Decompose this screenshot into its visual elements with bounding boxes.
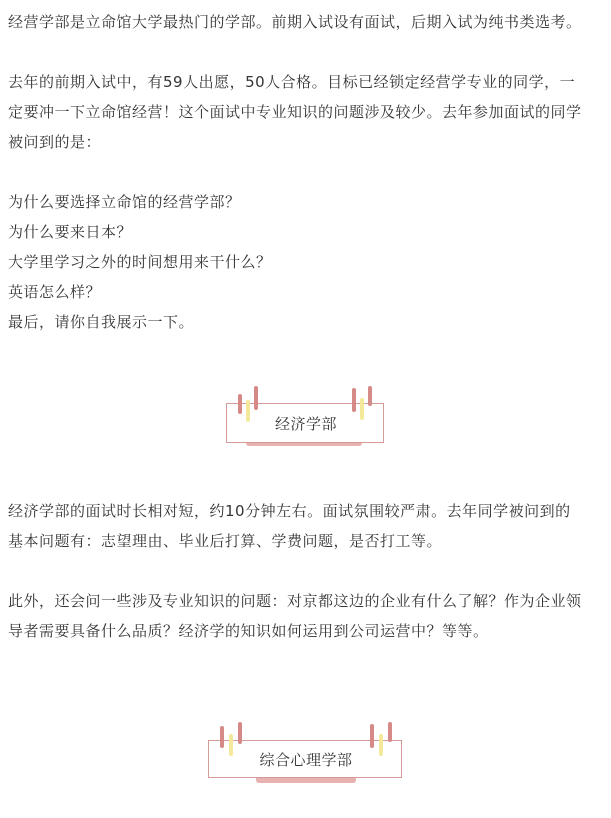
section-heading-economics [226,386,386,446]
section-heading-psychology [208,722,404,786]
economics-paragraph-2 [8,586,604,646]
interview-question-list [8,187,604,337]
economics-paragraph-1 [8,496,604,556]
text-line: 基本问题有：志望理由、毕业后打算、学费问题，是否打工等。 [8,532,443,550]
text-line: 导者需要具备什么品质？经济学的知识如何运用到公司运营中？等等。 [8,622,489,640]
text-line: 去年的前期入试中，有59人出愿，50人合格。目标已经锁定经营学专业的同学，一 [8,73,576,91]
heading-title: 经济学部 [274,415,337,433]
text-line: 定要冲一下立命馆经营！这个面试中专业知识的问题涉及较少。去年参加面试的同学 [8,103,582,121]
decor-bar [388,722,392,742]
list-item: 英语怎么样？ [8,283,102,301]
text-line: 此外，还会问一些涉及专业知识的问题：对京都这边的企业有什么了解？作为企业领 [8,592,582,610]
decor-bar [368,386,372,406]
decor-bar [352,388,356,412]
heading-title: 综合心理学部 [259,751,353,769]
text-line: 经营学部是立命馆大学最热门的学部。前期入试设有面试，后期入试为纯书类选考。 [8,13,582,31]
decor-bar [220,726,224,748]
list-item: 最后，请你自我展示一下。 [8,313,195,331]
decor-bar [238,394,242,414]
list-item: 为什么要选择立命馆的经营学部？ [8,193,241,211]
list-item: 为什么要来日本？ [8,223,133,241]
management-paragraph [8,67,604,157]
list-item: 大学里学习之外的时间想用来干什么？ [8,253,272,271]
text-line: 经济学部的面试时长相对短，约10分钟左右。面试氛围较严肃。去年同学被问到的 [8,502,571,520]
decor-bar [254,386,258,410]
text-line: 被问到的是： [8,133,102,151]
intro-paragraph [8,7,604,37]
decor-bar [238,722,242,744]
decor-bar [370,724,374,748]
